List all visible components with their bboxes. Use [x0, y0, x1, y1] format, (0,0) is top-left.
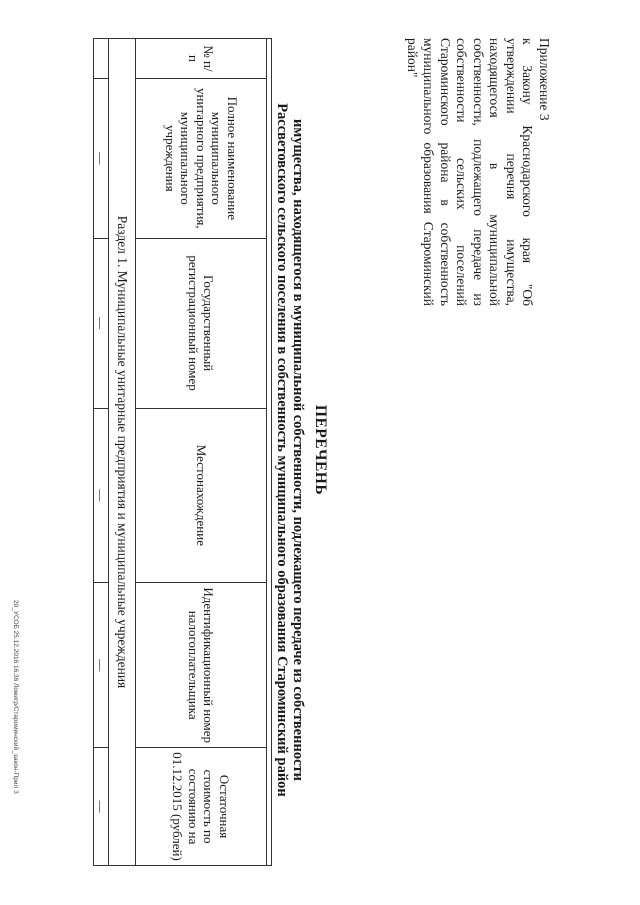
table-cell: —: [94, 748, 109, 866]
col-header-name: Полное наименование муниципального унитарного предприятия, муниципального учреждения: [136, 78, 267, 238]
appendix-heading: Приложение 3: [537, 38, 552, 121]
table-cell: —: [94, 78, 109, 238]
col-header-residual-value: Остаточная стоимость по состоянию на 01.12.2015 (рублей): [136, 748, 267, 866]
appendix-note: [404, 38, 553, 306]
section-label: Раздел 1. Муниципальные унитарные предприятия и муниципальные учреждения: [109, 39, 136, 866]
title-line-3: Рассветовского сельского поселения в собственность муниципального образования Староминский район: [274, 103, 290, 797]
property-table: [93, 38, 272, 866]
col-header-location: Местонахождение: [136, 408, 267, 583]
table-header-row: [136, 39, 267, 866]
table-top-border: [267, 39, 272, 866]
table-cell: —: [94, 238, 109, 408]
col-header-number: № п/п: [136, 39, 267, 79]
table-row: [94, 39, 109, 866]
table-section-row: [109, 39, 136, 866]
table-cell: —: [94, 408, 109, 583]
col-header-inn: Идентификационный номер налогоплательщика: [136, 583, 267, 748]
footer-file-code: 20_УСОБ 25.12.2016 16.36 Ложигр/Староминский_закон-Прил 3: [12, 600, 19, 794]
table-cell: [94, 39, 109, 79]
table-cell: —: [94, 583, 109, 748]
appendix-text: к Закону Краснодарского края "Об утверждении перечня имущества, находящегося в муниципальной собственности, подлежащего передаче из собственности сельских поселений Староминского района в собственность муниципального образования Староминский район": [405, 38, 536, 306]
col-header-reg-number: Государственный регистрационный номер: [136, 238, 267, 408]
document-title: [274, 40, 328, 860]
title-line-2: имущества, находящегося в муниципальной собственности, подлежащего передаче из собственности: [290, 118, 306, 781]
title-word: ПЕРЕЧЕНЬ: [312, 404, 329, 496]
